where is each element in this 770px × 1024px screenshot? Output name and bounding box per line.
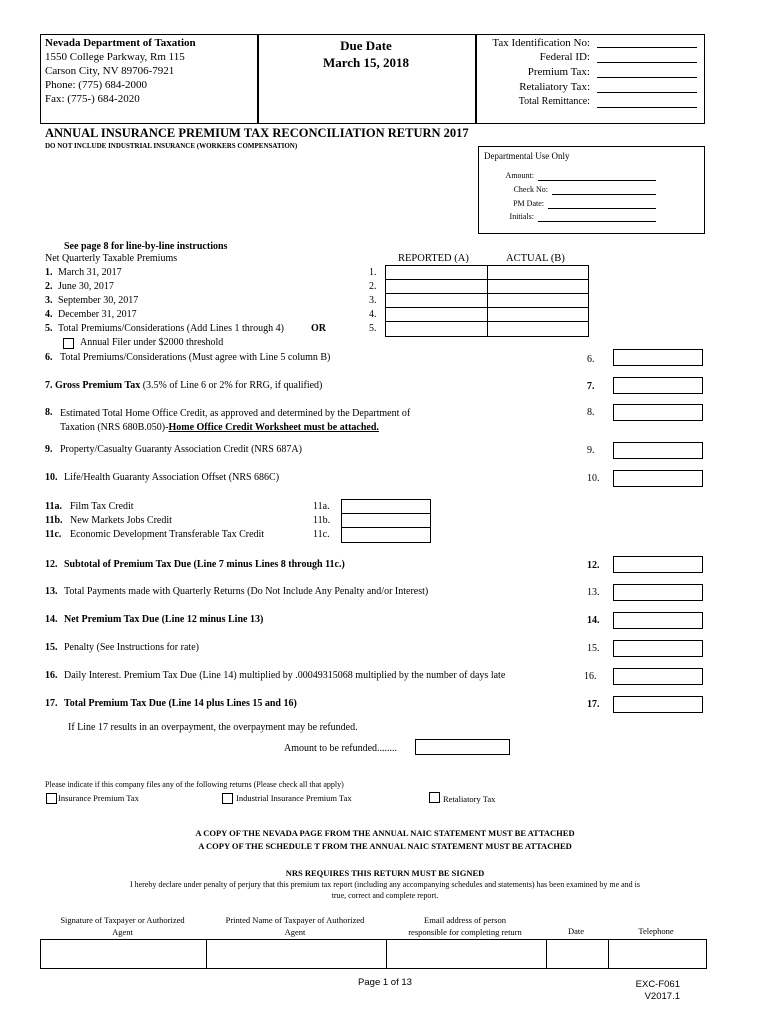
insurance-premium-tax-label: Insurance Premium Tax (58, 793, 139, 803)
line11b-ref: 11b. (313, 515, 331, 526)
retaliatory-tax-checkbox[interactable] (429, 792, 440, 803)
q1-actual-input[interactable] (489, 266, 586, 278)
line16-label: Daily Interest. Premium Tax Due (Line 14) multiplied by .00049315068 multiplied by the number of days late (64, 670, 506, 681)
line7-label-wrap (45, 380, 322, 391)
line15-ref: 15. (587, 643, 600, 654)
dept-use-title: Departmental Use Only (484, 151, 570, 161)
premium-tax-field[interactable] (597, 77, 697, 78)
q5-label: Total Premiums/Considerations (Add Lines 1 through 4) (58, 323, 284, 334)
line15-label: Penalty (See Instructions for rate) (64, 642, 199, 653)
line10-ref: 10. (587, 473, 600, 484)
line9-num: 9. (45, 444, 53, 455)
line12-ref: 12. (587, 560, 600, 571)
line17-num: 17. (45, 698, 58, 709)
line13-num: 13. (45, 586, 58, 597)
q4-ref: 4. (369, 309, 377, 320)
col-actual-b: ACTUAL (B) (506, 253, 565, 264)
sig-col-printed-name (205, 914, 385, 938)
line11a-ref: 11a. (313, 501, 330, 512)
form-title: ANNUAL INSURANCE PREMIUM TAX RECONCILIATION RETURN 2017 (45, 126, 469, 140)
line9-ref: 9. (587, 445, 595, 456)
line7-ref: 7. (587, 381, 595, 392)
attach-nevada-page: A COPY OF THE NEVADA PAGE FROM THE ANNUAL NAIC STATEMENT MUST BE ATTACHED (195, 828, 575, 838)
q3-num: 3. (45, 295, 53, 306)
sig-col-date: Date (567, 926, 585, 936)
line15-num: 15. (45, 642, 58, 653)
line8-worksheet-note: Home Office Credit Worksheet must be attached. (168, 422, 379, 433)
form-subtitle: DO NOT INCLUDE INDUSTRIAL INSURANCE (WORKERS COMPENSATION) (45, 142, 298, 150)
line11b-label: New Markets Jobs Credit (70, 515, 172, 526)
q3-ref: 3. (369, 295, 377, 306)
line13-label: Total Payments made with Quarterly Returns (Do Not Include Any Penalty and/or Interest) (64, 586, 429, 597)
attach-schedule-t: A COPY OF THE SCHEDULE T FROM THE ANNUAL NAIC STATEMENT MUST BE ATTACHED (198, 841, 572, 851)
dept-use-amount-label: Amount: (505, 171, 534, 180)
dept-use-pmdate-label: PM Date: (513, 199, 544, 208)
dept-name: Nevada Department of Taxation (45, 37, 196, 49)
sign-heading: NRS REQUIRES THIS RETURN MUST BE SIGNED (285, 868, 485, 878)
line11c-label: Economic Development Transferable Tax Credit (70, 529, 265, 540)
line11b-input[interactable] (342, 514, 429, 526)
line16-num: 16. (45, 670, 58, 681)
q3-reported-input[interactable] (386, 294, 486, 306)
q3-label: September 30, 2017 (58, 295, 139, 306)
line8-nrs: Taxation (NRS 680B.050)- (60, 422, 169, 433)
line12-num: 12. (45, 559, 58, 570)
line8-ref: 8. (587, 407, 595, 418)
quarterly-heading: Net Quarterly Taxable Premiums (45, 253, 178, 264)
line17-input[interactable] (613, 696, 703, 713)
q4-num: 4. (45, 309, 53, 320)
industrial-insurance-checkbox[interactable] (222, 793, 233, 804)
q4-actual-input[interactable] (489, 308, 586, 320)
line7-label: (3.5% of Line 6 or 2% for RRG, if qualified) (142, 380, 323, 391)
q2-label: June 30, 2017 (58, 281, 114, 292)
q1-ref: 1. (369, 267, 377, 278)
annual-filer-checkbox[interactable] (63, 338, 74, 349)
dept-use-initials-label: Initials: (509, 212, 534, 221)
dept-fax: Fax: (775-) 684-2020 (45, 93, 140, 105)
line12-label: Subtotal of Premium Tax Due (Line 7 minus Lines 8 through 11c.) (64, 559, 345, 570)
line10-input[interactable] (613, 470, 703, 487)
q1-reported-input[interactable] (386, 266, 486, 278)
refund-note: If Line 17 results in an overpayment, the overpayment may be refunded. (68, 722, 358, 733)
dept-address-1: 1550 College Parkway, Rm 115 (45, 51, 185, 63)
tax-id-label: Tax Identification No: (492, 37, 590, 49)
form-id: EXC-F061 (635, 979, 680, 990)
annual-filer-label: Annual Filer under $2000 threshold (80, 337, 224, 348)
email-input[interactable] (386, 940, 546, 968)
federal-id-field[interactable] (597, 62, 697, 63)
line11c-input[interactable] (342, 528, 429, 540)
industrial-insurance-label: Industrial Insurance Premium Tax (236, 793, 352, 803)
dept-address-2: Carson City, NV 89706-7921 (45, 65, 175, 77)
sig-col-signature (40, 914, 205, 938)
signature-input[interactable] (41, 940, 205, 968)
retaliatory-tax-label: Retaliatory Tax (443, 794, 496, 804)
q4-reported-input[interactable] (386, 308, 486, 320)
dept-use-pmdate-field[interactable] (548, 208, 656, 209)
line6-ref: 6. (587, 354, 595, 365)
line17-ref: 17. (587, 699, 600, 710)
line9-input[interactable] (613, 442, 703, 459)
q5-reported-input[interactable] (386, 322, 486, 334)
dept-use-check-field[interactable] (552, 194, 656, 195)
line9-label: Property/Casualty Guaranty Association Credit (NRS 687A) (60, 444, 302, 455)
telephone-input[interactable] (608, 940, 706, 968)
retaliatory-tax-label: Retaliatory Tax: (519, 81, 590, 93)
refund-amount-label: Amount to be refunded........ (284, 743, 398, 754)
q2-reported-input[interactable] (386, 280, 486, 292)
line15-input[interactable] (613, 640, 703, 657)
sign-declaration-1: I hereby declare under penalty of perjury that this premium tax report (including any accompanying schedules and statements) has been examined by me and is (129, 880, 641, 889)
line6-num: 6. (45, 352, 53, 363)
sig-col-printed-name-l2: Agent (284, 927, 306, 937)
due-date-value: March 15, 2018 (322, 55, 410, 70)
q4-label: December 31, 2017 (58, 309, 137, 320)
q1-num: 1. (45, 267, 53, 278)
line6-label: Total Premiums/Considerations (Must agree with Line 5 column B) (60, 352, 331, 363)
line11a-num: 11a. (45, 501, 62, 512)
line8-label-2 (60, 422, 379, 433)
total-remittance-label: Total Remittance: (518, 96, 590, 107)
premium-tax-label: Premium Tax: (527, 66, 590, 78)
col-reported-a: REPORTED (A) (398, 253, 469, 264)
dept-use-amount-field[interactable] (538, 180, 656, 181)
returns-prompt: Please indicate if this company files any of the following returns (Please check all that apply) (45, 780, 344, 789)
dept-use-check-label: Check No: (513, 185, 548, 194)
line6-input[interactable] (613, 349, 703, 366)
line14-num: 14. (45, 614, 58, 625)
line14-input[interactable] (613, 612, 703, 629)
q5-num: 5. (45, 323, 53, 334)
printed-name-input[interactable] (206, 940, 386, 968)
q2-ref: 2. (369, 281, 377, 292)
sig-col-signature-l1: Signature of Taxpayer or Authorized (60, 915, 185, 925)
line13-ref: 13. (587, 587, 600, 598)
line16-ref: 16. (584, 671, 597, 682)
line10-label: Life/Health Guaranty Association Offset (NRS 686C) (64, 472, 280, 483)
q2-actual-input[interactable] (489, 280, 586, 292)
line8-label: Estimated Total Home Office Credit, as approved and determined by the Department of (60, 408, 411, 419)
retaliatory-tax-field[interactable] (597, 92, 697, 93)
due-date-label: Due Date (340, 38, 392, 53)
form-version: V2017.1 (644, 991, 680, 1002)
q2-num: 2. (45, 281, 53, 292)
refund-amount-input[interactable] (415, 739, 510, 755)
sig-col-printed-name-l1: Printed Name of Taxpayer of Authorized (225, 915, 365, 925)
sig-col-email-l2: responsible for completing return (408, 927, 522, 937)
sig-col-email (385, 914, 545, 938)
line14-label: Net Premium Tax Due (Line 12 minus Line 13) (64, 614, 264, 625)
line11a-input[interactable] (342, 500, 429, 512)
line12-input[interactable] (613, 556, 703, 573)
total-remittance-field[interactable] (597, 107, 697, 108)
date-input[interactable] (546, 940, 608, 968)
line11a-label: Film Tax Credit (70, 501, 134, 512)
dept-use-initials-field[interactable] (538, 221, 656, 222)
line8-input[interactable] (613, 404, 703, 421)
line13-input[interactable] (613, 584, 703, 601)
line11c-ref: 11c. (313, 529, 330, 540)
page-number: Page 1 of 13 (358, 977, 412, 988)
line10-num: 10. (45, 472, 58, 483)
q5-actual-input[interactable] (489, 322, 586, 334)
sign-declaration-2: true, correct and complete report. (331, 891, 439, 900)
insurance-premium-tax-checkbox[interactable] (46, 793, 57, 804)
q5-ref: 5. (369, 323, 377, 334)
line16-input[interactable] (613, 668, 703, 685)
q5-or: OR (311, 323, 326, 334)
line14-ref: 14. (587, 615, 600, 626)
quarterly-grid-divider (487, 265, 488, 336)
line7-num: 7. Gross Premium Tax (45, 380, 141, 391)
instructions-note: See page 8 for line-by-line instructions (64, 241, 228, 252)
line7-input[interactable] (613, 377, 703, 394)
q1-label: March 31, 2017 (58, 267, 122, 278)
line8-num: 8. (45, 407, 53, 418)
line11b-num: 11b. (45, 515, 63, 526)
sig-col-signature-l2: Agent (112, 927, 133, 937)
tax-id-field[interactable] (597, 47, 697, 48)
federal-id-label: Federal ID: (539, 51, 590, 63)
line11c-num: 11c. (45, 529, 62, 540)
line17-label: Total Premium Tax Due (Line 14 plus Lines 15 and 16) (64, 698, 297, 709)
sig-col-email-l1: Email address of person (424, 915, 506, 925)
q3-actual-input[interactable] (489, 294, 586, 306)
sig-col-telephone: Telephone (638, 926, 674, 936)
dept-phone: Phone: (775) 684-2000 (45, 79, 148, 91)
